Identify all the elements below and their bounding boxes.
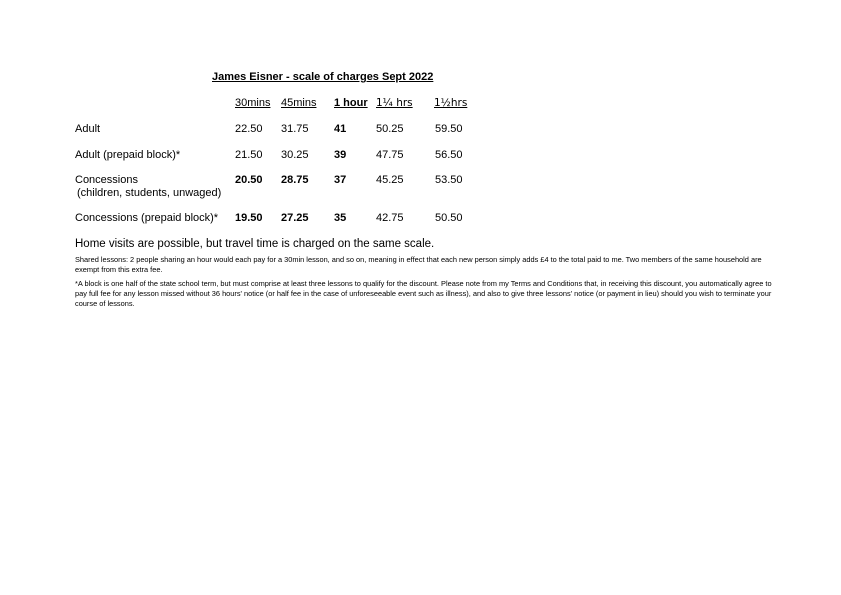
column-header-1-25hrs: 1¼ hrs [376, 97, 413, 109]
price-cell: 37 [334, 174, 347, 186]
price-cell: 56.50 [435, 149, 463, 161]
price-cell: 27.25 [281, 212, 309, 224]
price-cell: 39 [334, 149, 347, 161]
price-cell: 35 [334, 212, 347, 224]
price-cell: 20.50 [235, 174, 263, 186]
shared-lessons-note: Shared lessons: 2 people sharing an hour would each pay for a 30min lesson, and so on, meaning in effect that each new person simply adds £4 to the total paid to me. Two members of the same household are exempt from this extra fee. [75, 255, 762, 274]
price-cell: 50.50 [435, 212, 463, 224]
price-cell: 45.25 [376, 174, 404, 186]
price-cell: 53.50 [435, 174, 463, 186]
home-visits-note: Home visits are possible, but travel time is charged on the same scale. [75, 238, 435, 250]
row-label-adult-prepaid: Adult (prepaid block)* [75, 149, 181, 161]
row-label-concessions: Concessions [75, 174, 138, 186]
row-label-adult: Adult [75, 123, 101, 135]
column-header-1-5hrs: 1½hrs [434, 97, 468, 109]
column-header-45mins: 45mins [281, 97, 317, 109]
price-cell: 41 [334, 123, 347, 135]
price-cell: 28.75 [281, 174, 309, 186]
column-header-1hour: 1 hour [334, 97, 368, 109]
price-cell: 19.50 [235, 212, 263, 224]
page-title: James Eisner - scale of charges Sept 2022 [212, 71, 434, 83]
row-sublabel-concessions: (children, students, unwaged) [77, 187, 222, 199]
price-cell: 42.75 [376, 212, 404, 224]
price-cell: 22.50 [235, 123, 263, 135]
prepaid-block-note: *A block is one half of the state school term, but must comprise at least three lessons to qualify for the discount. Please note from my Terms and Conditions that, in receiving this discount, you automatically agree to pay full fee for any lesson missed without 36 hours' notice (or half fee in the case of unforeseeable event such as illness), and also to give three lessons' notice (or payment in lieu) should you wish to terminate your course of lessons. [75, 279, 772, 308]
row-label-concessions-prepaid: Concessions (prepaid block)* [75, 212, 219, 224]
price-cell: 30.25 [281, 149, 309, 161]
price-cell: 59.50 [435, 123, 463, 135]
price-cell: 47.75 [376, 149, 404, 161]
column-header-30mins: 30mins [235, 97, 271, 109]
price-cell: 21.50 [235, 149, 263, 161]
price-cell: 50.25 [376, 123, 404, 135]
price-cell: 31.75 [281, 123, 309, 135]
